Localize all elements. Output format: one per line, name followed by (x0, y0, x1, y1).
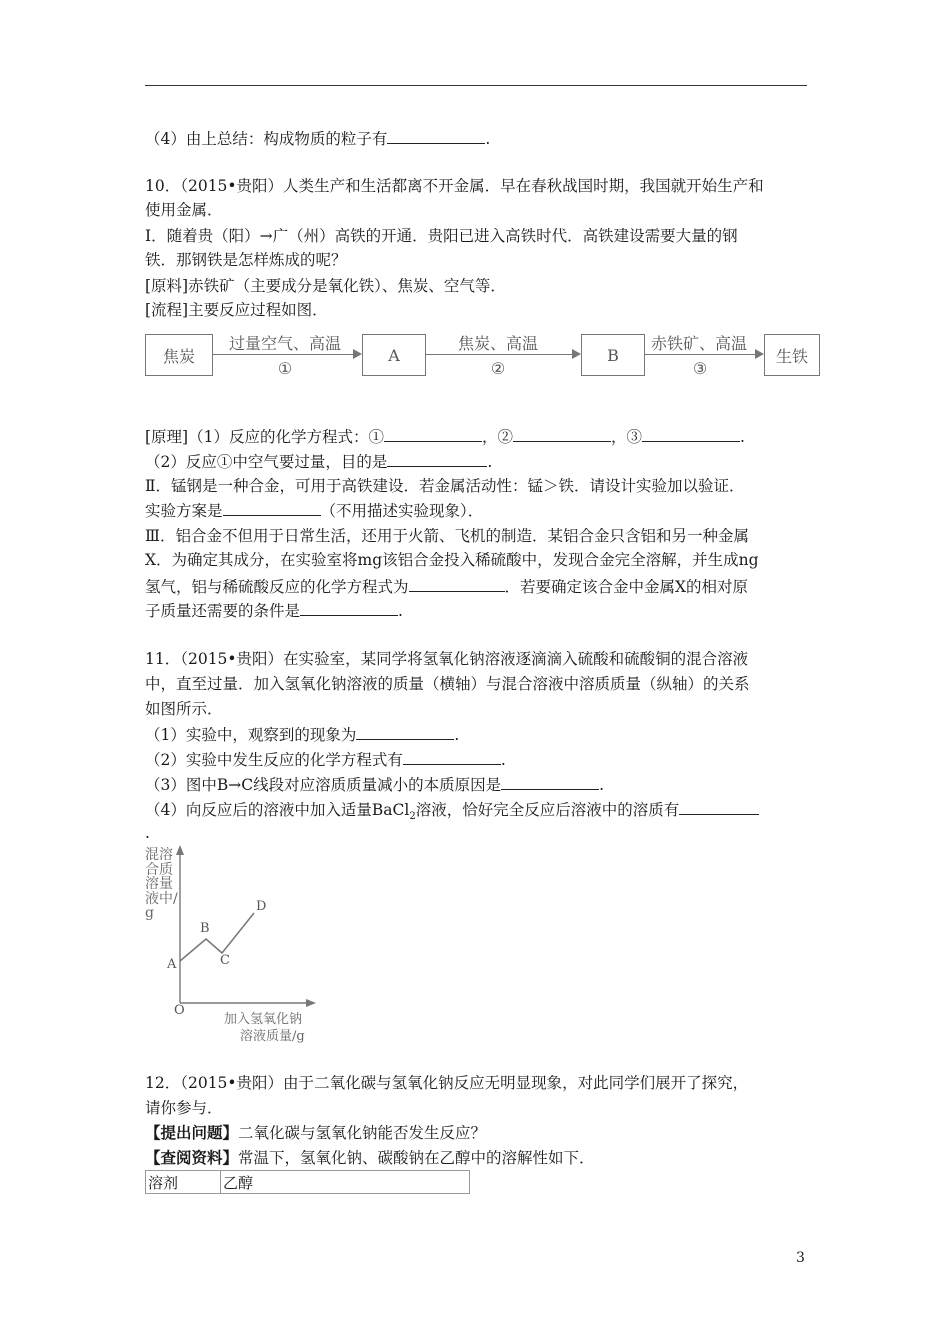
ii-text: 实验方案是 (145, 502, 223, 520)
q10-iii-line2: X．为确定其成分，在实验室将mg该铝合金投入稀硫酸中，发现合金完全溶解，并生成ng (145, 551, 759, 569)
q11-sub3-end: . (599, 776, 605, 794)
solute-mass-graph (140, 843, 330, 1043)
q11-line3: 如图所示． (145, 700, 223, 718)
answer-blank[interactable] (642, 425, 740, 442)
q10-iii-line1: Ⅲ．铝合金不但用于日常生活，还用于火箭、飞机的制造．某铝合金只含铝和另一种金属 (145, 527, 749, 545)
q11-sub1 (145, 723, 459, 746)
point-d-label: D (256, 899, 267, 914)
iii-text: 氢气，铝与稀硫酸反应的化学方程式为 (145, 578, 409, 596)
point-a-label: A (167, 957, 177, 972)
q11-line2: 中，直至过量．加入氢氧化钠溶液的质量（横轴）与混合溶液中溶质质量（纵轴）的关系 (145, 675, 750, 693)
flow-box-a: A (362, 334, 426, 376)
flow-box-coke: 焦炭 (145, 334, 213, 376)
q10-iii-line4 (145, 599, 403, 622)
q10-line1: 10．（2015•贵阳）人类生产和生活都离不开金属．早在春秋战国时期，我国就开始生产和 (145, 177, 764, 195)
answer-blank[interactable] (409, 575, 505, 592)
q11-sub3-text: （3）图中B→C线段对应溶质质量减小的本质原因是 (145, 776, 502, 794)
q10-iii-line3 (145, 575, 748, 598)
q12-section-title-2: 【查阅资料】 (145, 1148, 239, 1167)
q11-sub4 (145, 798, 759, 828)
flow-arrow2-label: 焦炭、高温 (457, 334, 538, 353)
sub2-end: . (487, 453, 493, 471)
graph-x-label-1: 加入氢氧化钠 (224, 1012, 303, 1027)
iii-end: . (398, 602, 403, 620)
q10-sub2 (145, 450, 492, 473)
q10-principle (145, 425, 745, 448)
q10-ii-line1: Ⅱ．锰钢是一种合金，可用于高铁建设．若金属活动性：锰＞铁．请设计实验加以验证． (145, 477, 745, 495)
q12-line2: 请你参与． (145, 1099, 223, 1117)
principle-sep: ，② (481, 428, 513, 446)
q11-line1: 11．（2015•贵阳）在实验室，某同学将氢氧化钠溶液逐滴滴入硫酸和硫酸铜的混合溶液 (145, 650, 749, 668)
flow-box-pig-iron: 生铁 (764, 334, 820, 376)
answer-blank[interactable] (384, 425, 482, 442)
ii-end: （不用描述实验现象）． (320, 502, 484, 520)
graph-y-label: 混溶合质溶量液中/g (145, 847, 178, 921)
graph-curve (180, 913, 254, 961)
q11-sub1-end: . (454, 726, 460, 744)
q10-ii-line2 (145, 499, 483, 522)
q10-line4: 铁．那钢铁是怎样炼成的呢？ (145, 251, 347, 269)
answer-blank[interactable] (387, 127, 485, 144)
q10-line3: Ⅰ．随着贵（阳）→广（州）高铁的开通．贵阳已进入高铁时代．高铁建设需要大量的钢 (145, 227, 738, 245)
q9-end: . (485, 130, 491, 148)
flow-diagram (145, 325, 821, 385)
arrow-right-icon (755, 349, 764, 359)
flow-arrow1-num: ① (277, 359, 293, 378)
solubility-table (145, 1170, 470, 1194)
flow-arrow3-label: 赤铁矿、高温 (650, 334, 747, 353)
answer-blank[interactable] (501, 773, 599, 790)
flow-arrow3-num: ③ (692, 359, 708, 378)
point-c-label: C (220, 953, 230, 968)
flow-arrow2-num: ② (490, 359, 506, 378)
q11-sub4-end: . (145, 824, 150, 842)
q11-sub4-text-2: 溶液，恰好完全反应后溶液中的溶质有 (415, 801, 680, 819)
q11-sub1-text: （1）实验中，观察到的现象为 (145, 726, 357, 744)
q10-line2: 使用金属． (145, 201, 223, 219)
q12-line1: 12．（2015•贵阳）由于二氧化碳与氢氧化钠反应无明显现象，对此同学们展开了探究， (145, 1074, 749, 1092)
q11-sub4-text: （4）向反应后的溶液中加入适量BaCl (145, 801, 410, 819)
subscript: 2 (409, 811, 416, 823)
q9-sub4 (145, 127, 490, 150)
q11-sub2-text: （2）实验中发生反应的化学方程式有 (145, 751, 403, 769)
flow-arrow2-line (426, 354, 572, 355)
answer-blank[interactable] (300, 599, 398, 616)
answer-blank[interactable] (403, 748, 501, 765)
x-axis-arrow-icon (306, 999, 316, 1007)
answer-blank[interactable] (387, 450, 487, 467)
q12-section-title: 【提出问题】 (145, 1123, 239, 1142)
q12-question: 二氧化碳与氢氧化钠能否发生反应？ (238, 1124, 487, 1142)
table-cell-ethanol: 乙醇 (221, 1171, 470, 1194)
q11-sub2 (145, 748, 506, 771)
answer-blank[interactable] (356, 723, 454, 740)
header-rule (145, 85, 807, 86)
principle-text: [原理]（1）反应的化学方程式：① (145, 428, 384, 446)
answer-blank[interactable] (513, 425, 611, 442)
sub2-text: （2）反应①中空气要过量，目的是 (145, 453, 388, 471)
flow-arrow3-line (645, 354, 755, 355)
arrow-right-icon (572, 349, 581, 359)
origin-label: O (174, 1003, 185, 1018)
y-axis-arrow-icon (176, 845, 184, 855)
q11-sub3 (145, 773, 604, 796)
q12-line3 (145, 1122, 486, 1144)
arrow-right-icon (353, 349, 362, 359)
q9-sub4-text: （4）由上总结：构成物质的粒子有 (145, 130, 388, 148)
graph-x-label-2: 溶液质量/g (240, 1029, 305, 1044)
answer-blank[interactable] (679, 798, 759, 815)
principle-sep: ，③ (610, 428, 642, 446)
q12-line4 (145, 1147, 595, 1169)
flow-arrow1-line (213, 354, 353, 355)
q10-line6: [流程]主要反应过程如图． (145, 301, 328, 319)
q11-sub2-end: . (500, 751, 506, 769)
iii-text-2: ．若要确定该合金中金属X的相对原 (504, 578, 749, 596)
q12-info: 常温下，氢氧化钠、碳酸钠在乙醇中的溶解性如下． (238, 1149, 595, 1167)
answer-blank[interactable] (223, 499, 321, 516)
iii-text-3: 子质量还需要的条件是 (145, 602, 301, 620)
page-number: 3 (796, 1250, 805, 1266)
flow-box-b: B (581, 334, 645, 376)
point-b-label: B (200, 921, 210, 936)
table-row (146, 1171, 470, 1194)
flow-arrow1-label: 过量空气、高温 (228, 334, 341, 353)
q10-line5: [原料]赤铁矿（主要成分是氧化铁）、焦炭、空气等． (145, 277, 506, 295)
principle-end: . (740, 428, 745, 446)
table-cell-solvent: 溶剂 (146, 1171, 221, 1194)
